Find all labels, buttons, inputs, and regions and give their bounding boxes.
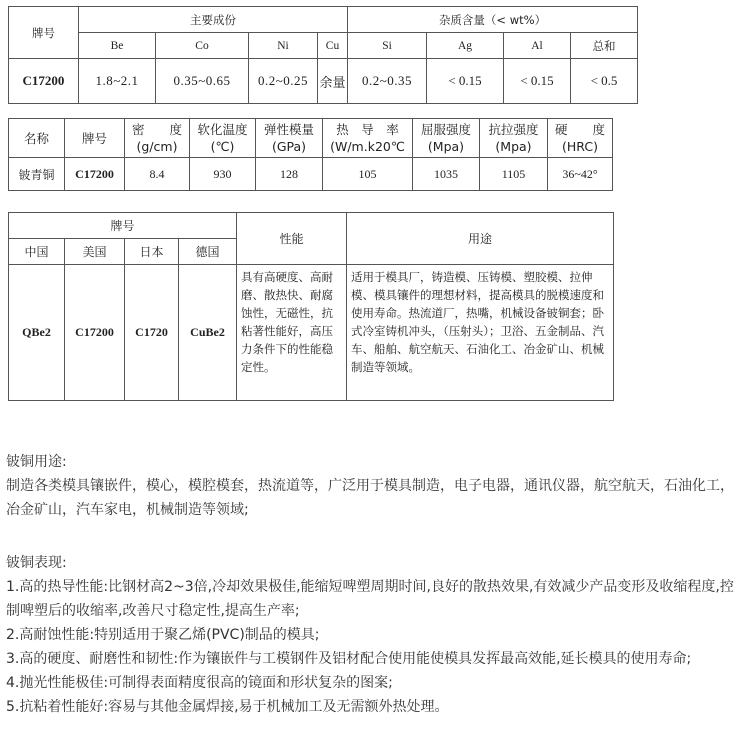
col-ag: Ag [427, 33, 504, 59]
main-composition-header: 主要成份 [79, 7, 348, 33]
header-density: 密 度 (g/cm) [125, 119, 190, 158]
total-value: < 0.5 [571, 59, 638, 104]
grade-value: C17200 [9, 59, 79, 104]
country-germany: 德国 [179, 239, 237, 265]
performance-header: 性能 [237, 213, 347, 265]
cell-softening-temp: 930 [190, 158, 256, 191]
col-si: Si [348, 33, 427, 59]
col-total: 总和 [571, 33, 638, 59]
cell-density: 8.4 [125, 158, 190, 191]
co-value: 0.35~0.65 [156, 59, 249, 104]
usage-section [6, 450, 746, 522]
cell-yield-strength: 1035 [413, 158, 480, 191]
cu-value: 余量 [318, 59, 348, 104]
usage-text: 适用于模具厂，铸造模、压铸模、塑胶模、拉伸模、模具镶件的理想材料，提高模具的脱模速度和使用寿命。热流道厂，热嘴，机械设备铍铜套；卧式冷室铸机冲头，（压射头）；卫浴、五金制品、汽车、船舶、航空航天、石油化工、冶金矿山、机械制造等领域。 [347, 265, 614, 401]
cell-thermal-conductivity: 105 [323, 158, 413, 191]
cell-hardness: 36~42° [548, 158, 613, 191]
performance-point-1: 1.高的热导性能:比钢材高2~3倍,冷却效果极佳,能缩短啤塑周期时间,良好的散热效果,有效减少产品变形及收缩程度,控制啤塑后的收缩率,改善尺寸稳定性,提高生产率; [6, 579, 734, 619]
header-tensile-strength: 抗拉强度 (Mpa) [480, 119, 548, 158]
col-al: Al [504, 33, 571, 59]
performance-text: 具有高硬度、高耐磨、散热快、耐腐蚀性，无磁性，抗粘著性能好，高压力条件下的性能稳定性。 [237, 265, 347, 401]
performance-section [6, 551, 746, 719]
grade-germany: CuBe2 [179, 265, 237, 401]
composition-table [8, 6, 638, 104]
header-thermal-conductivity: 热 导 率 (W/m.k20℃ [323, 119, 413, 158]
cell-name: 铍青铜 [9, 158, 65, 191]
header-hardness: 硬 度 (HRC) [548, 119, 613, 158]
ni-value: 0.2~0.25 [249, 59, 318, 104]
performance-point-5: 5.抗粘着性能好:容易与其他金属焊接,易于机械加工及无需额外热处理。 [6, 699, 449, 715]
properties-table [8, 118, 613, 191]
header-yield-strength: 屈服强度 (Mpa) [413, 119, 480, 158]
performance-title: 铍铜表现: [6, 555, 67, 571]
usage-body: 制造各类模具镶嵌件，模心，模腔模套，热流道等，广泛用于模具制造，电子电器，通讯仪器，航空航天，石油化工，冶金矿山，汽车家电，机械制造等领域; [6, 478, 734, 518]
col-co: Co [156, 33, 249, 59]
grades-usage-table [8, 212, 614, 401]
si-value: 0.2~0.35 [348, 59, 427, 104]
col-be: Be [79, 33, 156, 59]
ag-value: < 0.15 [427, 59, 504, 104]
performance-point-4: 4.抛光性能极佳:可制得表面精度很高的镜面和形状复杂的图案; [6, 675, 393, 691]
performance-point-3: 3.高的硬度、耐磨性和韧性:作为镶嵌件与工模钢件及铝材配合使用能使模具发挥最高效能,延长模具的使用寿命; [6, 651, 692, 667]
grade-japan: C1720 [125, 265, 179, 401]
performance-point-2: 2.高耐蚀性能:特别适用于聚乙烯(PVC)制品的模具; [6, 627, 320, 643]
grade-china: QBe2 [9, 265, 65, 401]
col-ni: Ni [249, 33, 318, 59]
al-value: < 0.15 [504, 59, 571, 104]
grade-header: 牌号 [9, 213, 237, 239]
impurity-header: 杂质含量（< wt%） [348, 7, 638, 33]
header-softening-temp: 软化温度 (℃) [190, 119, 256, 158]
col-cu: Cu [318, 33, 348, 59]
cell-grade: C17200 [65, 158, 125, 191]
country-china: 中国 [9, 239, 65, 265]
header-elastic-modulus: 弹性模量 (GPa) [256, 119, 323, 158]
cell-elastic-modulus: 128 [256, 158, 323, 191]
grade-usa: C17200 [65, 265, 125, 401]
country-japan: 日本 [125, 239, 179, 265]
country-usa: 美国 [65, 239, 125, 265]
be-value: 1.8~2.1 [79, 59, 156, 104]
header-grade: 牌号 [65, 119, 125, 158]
usage-header: 用途 [347, 213, 614, 265]
cell-tensile-strength: 1105 [480, 158, 548, 191]
grade-header: 牌号 [9, 7, 79, 59]
usage-title: 铍铜用途: [6, 454, 67, 470]
header-name: 名称 [9, 119, 65, 158]
